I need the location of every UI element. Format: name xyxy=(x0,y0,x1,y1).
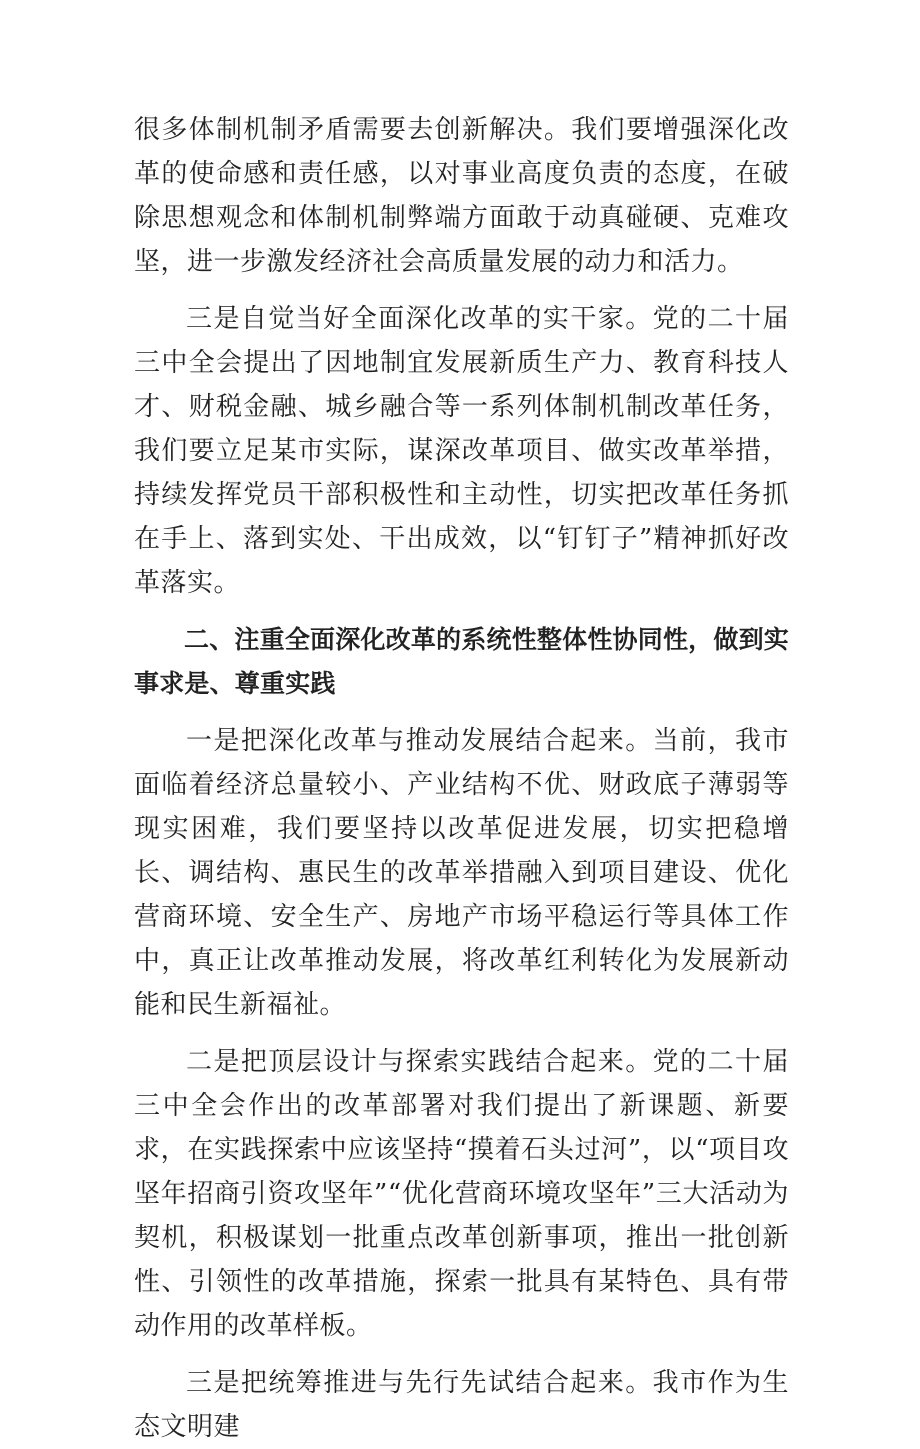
paragraph-point-two: 二是把顶层设计与探索实践结合起来。党的二十届三中全会作出的改革部署对我们提出了新课题、新要求，在实践探索中应该坚持“摸着石头过河”，以“项目攻坚年招商引资攻坚年”“优化营商环境攻坚年”三大活动为契机，积极谋划一批重点改革创新事项，推出一批创新性、引领性的改革措施，探索一批具有某特色、具有带动作用的改革样板。 xyxy=(134,1047,789,1341)
paragraph-point-three: 三是自觉当好全面深化改革的实干家。党的二十届三中全会提出了因地制宜发展新质生产力、教育科技人才、财税金融、城乡融合等一系列体制机制改革任务，我们要立足某市实际，谋深改革项目、做实改革举措，持续发挥党员干部积极性和主动性，切实把改革任务抓在手上、落到实处、干出成效，以“钉钉子”精神抓好改革落实。 xyxy=(134,304,789,598)
paragraph-point-three-partial: 三是把统筹推进与先行先试结合起来。我市作为生态文明建 xyxy=(134,1368,789,1442)
document-body xyxy=(134,108,789,1449)
section-heading-two: 二、注重全面深化改革的系统性整体性协同性，做到实事求是、尊重实践 xyxy=(134,625,789,698)
paragraph-continued: 很多体制机制矛盾需要去创新解决。我们要增强深化改革的使命感和责任感，以对事业高度负责的态度，在破除思想观念和体制机制弊端方面敢于动真碰硬、克难攻坚，进一步激发经济社会高质量发展的动力和活力。 xyxy=(134,115,789,277)
paragraph-point-one: 一是把深化改革与推动发展结合起来。当前，我市面临着经济总量较小、产业结构不优、财政底子薄弱等现实困难，我们要坚持以改革促进发展，切实把稳增长、调结构、惠民生的改革举措融入到项目建设、优化营商环境、安全生产、房地产市场平稳运行等具体工作中，真正让改革推动发展，将改革红利转化为发展新动能和民生新福祉。 xyxy=(134,726,789,1020)
